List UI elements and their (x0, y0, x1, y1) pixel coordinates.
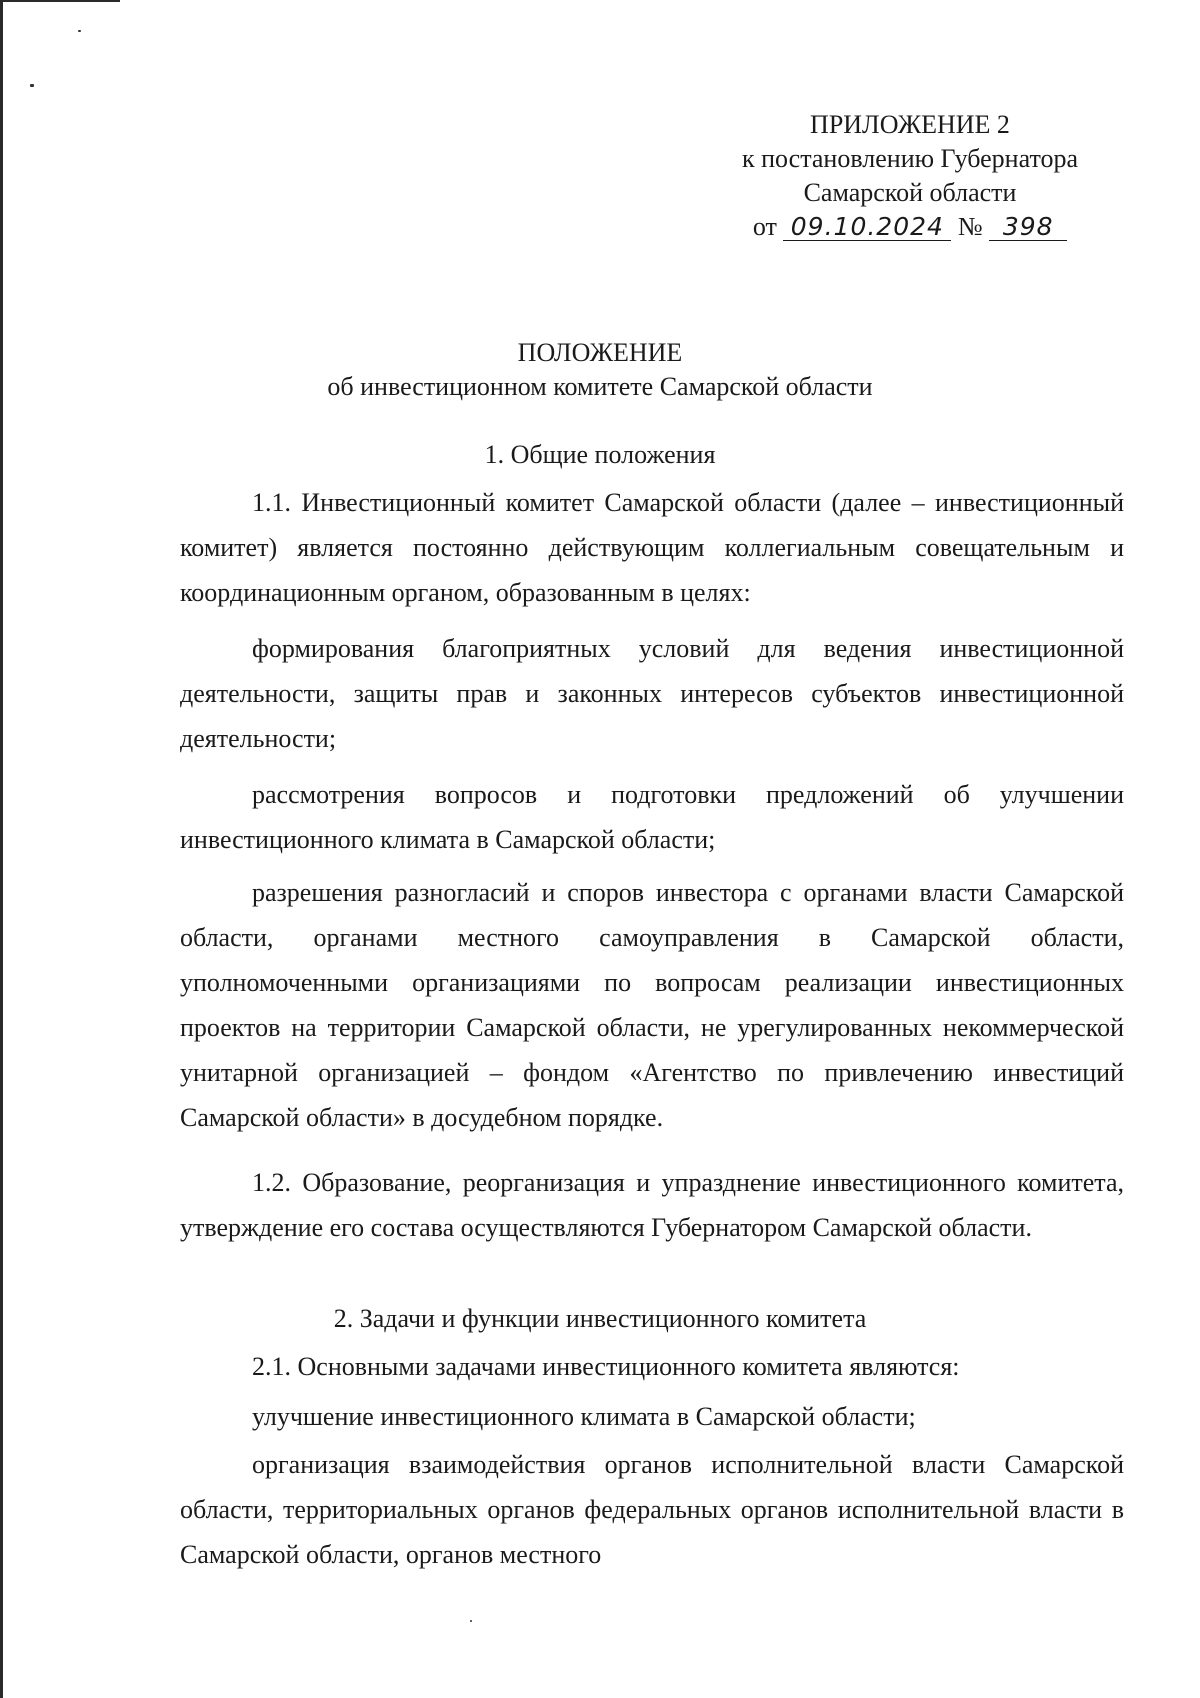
number-prefix: № (957, 212, 983, 241)
scan-speck (30, 84, 34, 87)
date-number-row (700, 210, 1120, 244)
paragraph-1-1-b (180, 772, 1124, 862)
section-2-heading: 2. Задачи и функции инвестиционного комитета (333, 1304, 867, 1333)
paragraph-text: разрешения разногласий и споров инвестора с органами власти Самарской области, органами местного самоуправления в Самарской области, уполномоченными организациями по вопросам реализации инвестиционных проектов на территории Самарской области, не урегулированных некоммерческой унитарной организацией – фондом «Агентство по привлечению инвестиций Самарской области» в досудебном порядке. (180, 878, 1124, 1132)
resolution-reference: к постановлению Губернатора (741, 144, 1079, 173)
paragraph-text: организация взаимодействия органов исполнительной власти Самарской области, территориальных органов федеральных органов исполнительной власти в Самарской области, органов местного (180, 1450, 1124, 1569)
paragraph-1-1-c (180, 870, 1124, 1140)
paragraph-2-1-a (180, 1394, 1124, 1439)
paragraph-text: 1.2. Образование, реорганизация и упразднение инвестиционного комитета, утверждение его состава осуществляются Губернатором Самарской области. (180, 1168, 1124, 1242)
paragraph-text: рассмотрения вопросов и подготовки предложений об улучшении инвестиционного климата в Самарской области; (180, 780, 1124, 854)
paragraph-text: 1.1. Инвестиционный комитет Самарской области (далее – инвестиционный комитет) является постоянно действующим коллегиальным совещательным и координационным органом, образованным в целях: (180, 488, 1124, 607)
paragraph-1-1-a (180, 626, 1124, 761)
scan-edge-left (0, 0, 3, 1698)
paragraph-1-1 (180, 480, 1124, 615)
appendix-header (700, 108, 1120, 244)
paragraph-1-2 (180, 1160, 1124, 1250)
paragraph-2-1 (180, 1344, 1124, 1389)
from-prefix: от (752, 212, 777, 241)
document-title: ПОЛОЖЕНИЕ (517, 338, 683, 367)
section-1-heading: 1. Общие положения (484, 440, 716, 469)
scan-speck (78, 30, 81, 32)
paragraph-text: 2.1. Основными задачами инвестиционного комитета являются: (252, 1352, 960, 1381)
paragraph-text: улучшение инвестиционного климата в Самарской области; (252, 1402, 916, 1431)
paragraph-text: формирования благоприятных условий для ведения инвестиционной деятельности, защиты прав и законных интересов субъектов инвестиционной деятельности; (180, 634, 1124, 753)
handwritten-date: 09.10.2024 (783, 214, 951, 241)
scan-speck (470, 1620, 472, 1622)
document-subtitle: об инвестиционном комитете Самарской области (327, 372, 873, 401)
paragraph-2-1-b (180, 1442, 1124, 1577)
scan-edge-top (0, 0, 120, 2)
region-name: Самарской области (803, 178, 1017, 207)
handwritten-number: 398 (989, 214, 1067, 241)
appendix-label: ПРИЛОЖЕНИЕ 2 (810, 110, 1010, 139)
